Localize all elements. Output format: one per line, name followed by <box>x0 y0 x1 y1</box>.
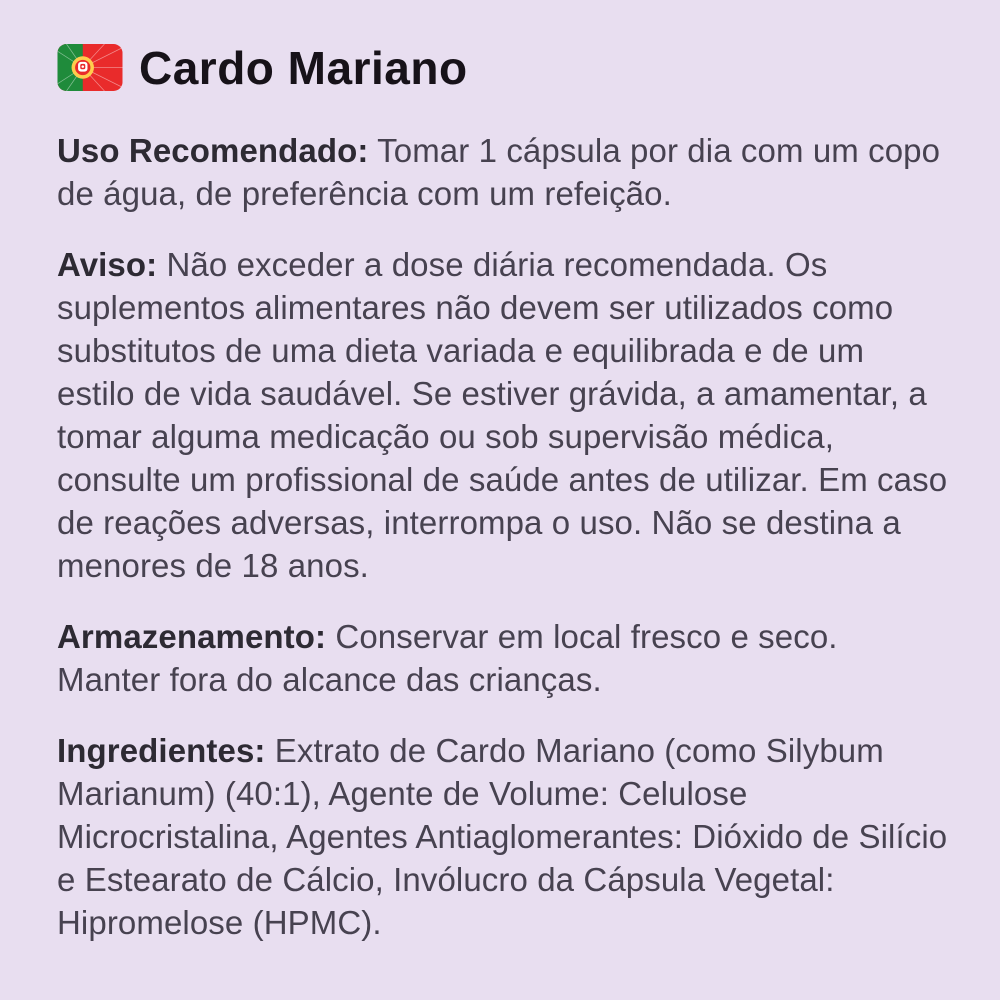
ingredientes-text: Extrato de Cardo Mariano (como Silybum Marianum) (40:1), Agente de Volume: Celulose Microcristalina, Agentes Antiaglomerantes: Dióxido de Silício e Estearato de Cálcio, Invólucro da Cápsula Vegetal: Hipromelose (HPMC). <box>57 732 948 941</box>
ingredientes-label: Ingredientes: <box>57 732 266 769</box>
section-armazenamento <box>57 615 948 701</box>
section-ingredientes <box>57 729 948 944</box>
page-header <box>57 41 948 94</box>
armazenamento-label: Armazenamento: <box>57 618 327 655</box>
armazenamento-text: Conservar em local fresco e seco. Manter fora do alcance das crianças. <box>57 618 838 698</box>
uso-recomendado-label: Uso Recomendado: <box>57 132 369 169</box>
section-aviso <box>57 243 948 587</box>
page-title: Cardo Mariano <box>139 41 468 94</box>
aviso-label: Aviso: <box>57 246 158 283</box>
uso-recomendado-text: Tomar 1 cápsula por dia com um copo de água, de preferência com um refeição. <box>57 132 941 212</box>
portugal-flag-icon <box>57 44 123 91</box>
aviso-text: Não exceder a dose diária recomendada. Os suplementos alimentares não devem ser utilizados como substitutos de uma dieta variada e equilibrada e de um estilo de vida saudável. Se estiver grávida, a amamentar, a tomar alguma medicação ou sob supervisão médica, consulte um profissional de saúde antes de utilizar. Em caso de reações adversas, interrompa o uso. Não se destina a menores de 18 anos. <box>57 246 948 584</box>
section-uso-recomendado <box>57 129 948 215</box>
